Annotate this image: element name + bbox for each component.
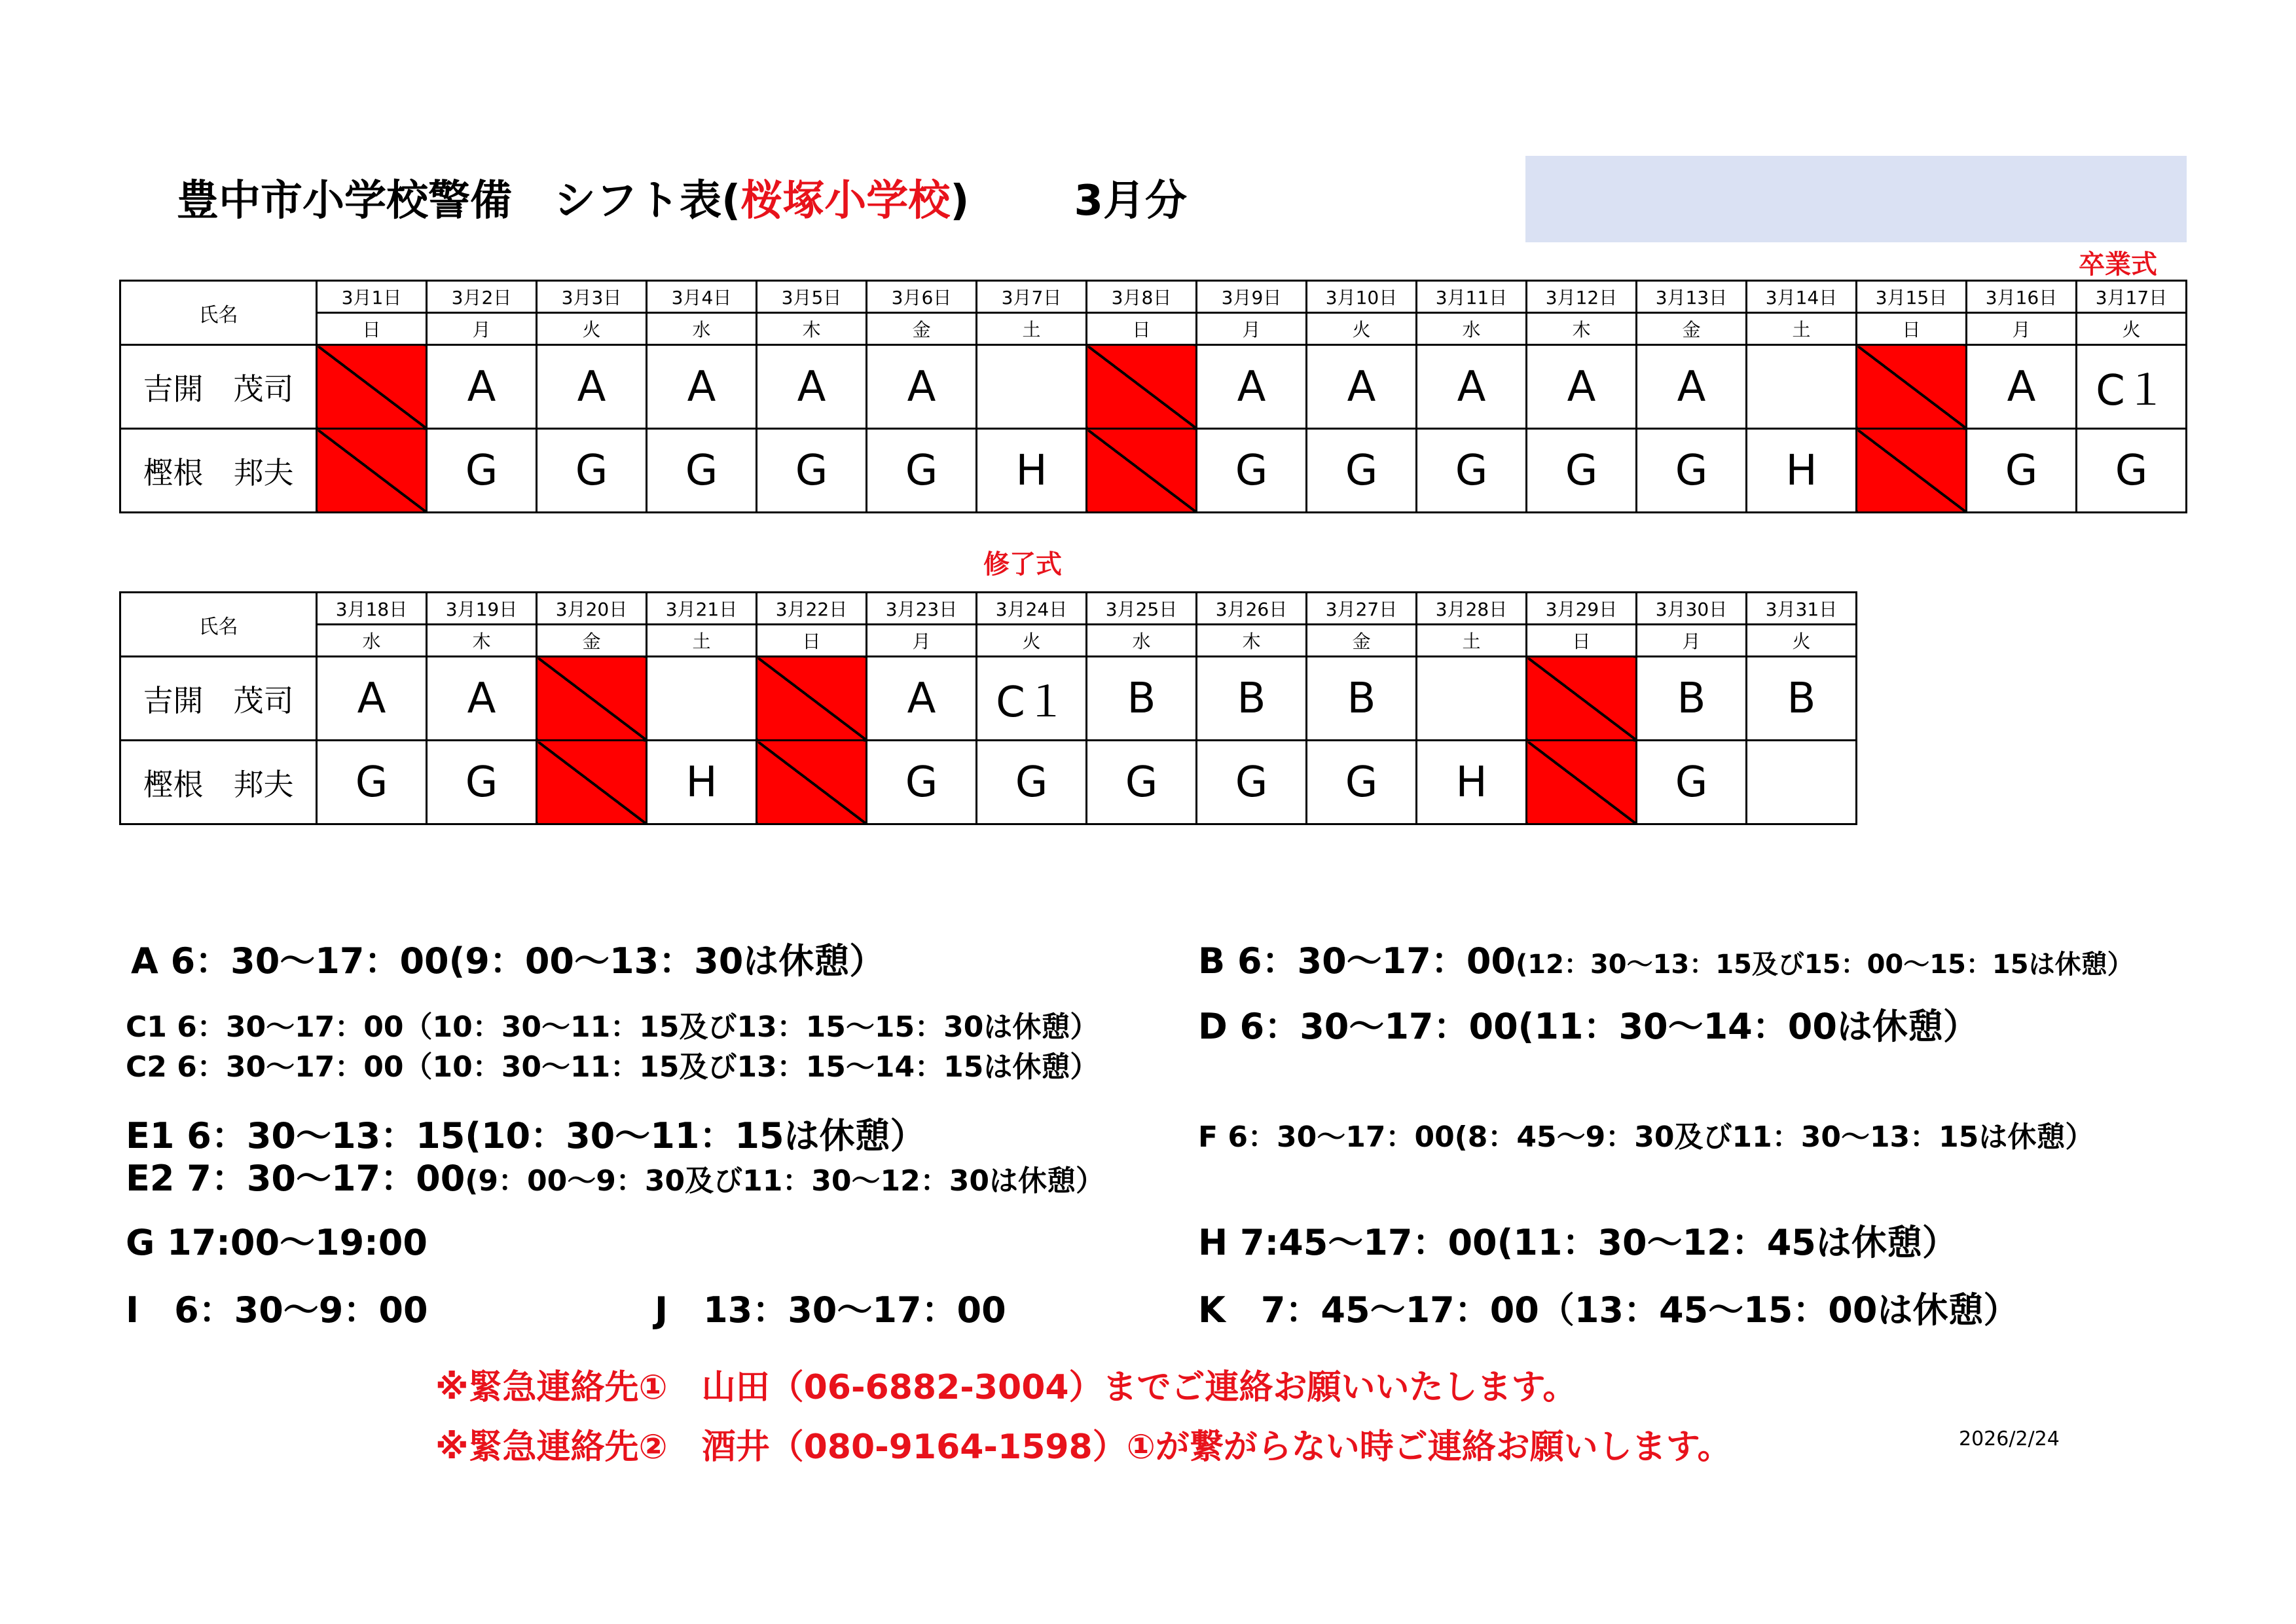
legend-e2: E2 7：30～17：00(9：00～9：30及び11：30～12：30は休憩）: [126, 1158, 1105, 1199]
weekday-cell: 月: [1967, 313, 2077, 345]
weekday-cell: 月: [867, 625, 977, 657]
staff-row: [120, 741, 1857, 824]
legend-c1: C1 6：30～17：00（10：30～11：15及び13：15～15：30は休憩）: [126, 1010, 1099, 1044]
date-cell: 3月4日: [647, 281, 757, 313]
date-cell: 3月19日: [427, 593, 537, 625]
staff-row: [120, 657, 1857, 741]
shift-cell: H: [1417, 741, 1527, 824]
shift-cell: G: [2077, 429, 2187, 513]
school-name: 桜塚小学校: [740, 177, 951, 225]
date-cell: 3月26日: [1197, 593, 1307, 625]
shift-cell: G: [1197, 429, 1307, 513]
shift-cell: G: [647, 429, 757, 513]
weekday-cell: 日: [1857, 313, 1967, 345]
shift-cell: [1747, 345, 1857, 429]
emergency-contact-2: ※緊急連絡先② 酒井（080-9164-1598）①が繋がらない時ご連絡お願いします。: [435, 1428, 1732, 1467]
weekday-cell: 火: [977, 625, 1087, 657]
date-cell: 3月3日: [537, 281, 647, 313]
weekday-cell: 水: [317, 625, 427, 657]
day-off-cell: [1087, 345, 1197, 429]
name-header: 氏名: [120, 593, 317, 657]
weekday-cell: 火: [1747, 625, 1857, 657]
weekday-cell: 日: [317, 313, 427, 345]
weekday-cell: 火: [1307, 313, 1417, 345]
shift-cell: B: [1747, 657, 1857, 741]
date-cell: 3月2日: [427, 281, 537, 313]
legend-a: A 6：30～17：00(9：00～13：30は休憩）: [131, 940, 885, 982]
shift-cell: G: [1307, 741, 1417, 824]
staff-name: 樫根 邦夫: [120, 741, 317, 824]
shift-cell: G: [1527, 429, 1637, 513]
legend-f: F 6：30～17：00(8：45～9：30及び11：30～13：15は休憩）: [1198, 1120, 2094, 1154]
weekday-cell: 火: [537, 313, 647, 345]
day-off-cell: [757, 657, 867, 741]
weekday-cell: 月: [1637, 625, 1747, 657]
date-cell: 3月22日: [757, 593, 867, 625]
staff-row: [120, 345, 2187, 429]
date-cell: 3月10日: [1307, 281, 1417, 313]
legend-j: J 13：30～17：00: [655, 1289, 1006, 1331]
shift-cell: G: [537, 429, 647, 513]
date-cell: 3月12日: [1527, 281, 1637, 313]
date-cell: 3月7日: [977, 281, 1087, 313]
staff-name: 吉開 茂司: [120, 345, 317, 429]
shift-table-first-half: [119, 280, 2187, 513]
shift-cell: A: [1637, 345, 1747, 429]
legend-i: I 6：30～9：00: [126, 1289, 428, 1331]
shift-cell: G: [427, 741, 537, 824]
shift-cell: G: [1637, 741, 1747, 824]
name-header: 氏名: [120, 281, 317, 345]
shift-cell: G: [867, 741, 977, 824]
date-cell: 3月21日: [647, 593, 757, 625]
shift-cell: G: [1307, 429, 1417, 513]
date-cell: 3月9日: [1197, 281, 1307, 313]
day-off-cell: [537, 741, 647, 824]
graduation-label: 卒業式: [2079, 249, 2157, 280]
weekday-cell: 月: [1197, 313, 1307, 345]
shift-cell: A: [537, 345, 647, 429]
legend-k: K 7：45～17：00（13：45～15：00は休憩）: [1198, 1289, 2019, 1331]
day-off-cell: [317, 345, 427, 429]
date-cell: 3月28日: [1417, 593, 1527, 625]
shift-cell: [1747, 741, 1857, 824]
weekday-cell: 金: [867, 313, 977, 345]
day-off-cell: [1857, 345, 1967, 429]
weekday-cell: 木: [757, 313, 867, 345]
weekday-cell: 土: [1747, 313, 1857, 345]
weekday-cell: 日: [757, 625, 867, 657]
weekday-cell: 土: [977, 313, 1087, 345]
shift-cell: A: [867, 657, 977, 741]
shift-cell: G: [1967, 429, 2077, 513]
date-cell: 3月18日: [317, 593, 427, 625]
shift-cell: [647, 657, 757, 741]
legend-e1: E1 6：30～13：15(10：30～11：15は休憩）: [126, 1115, 926, 1156]
day-off-cell: [757, 741, 867, 824]
shift-cell: H: [1747, 429, 1857, 513]
date-cell: 3月8日: [1087, 281, 1197, 313]
issue-date: 2026/2/24: [1959, 1428, 2060, 1450]
weekday-cell: 木: [427, 625, 537, 657]
weekday-cell: 金: [1307, 625, 1417, 657]
weekday-cell: 木: [1197, 625, 1307, 657]
staff-name: 樫根 邦夫: [120, 429, 317, 513]
date-cell: 3月31日: [1747, 593, 1857, 625]
date-cell: 3月27日: [1307, 593, 1417, 625]
completion-label: 修了式: [983, 549, 1062, 580]
shift-cell: B: [1307, 657, 1417, 741]
shift-cell: G: [1417, 429, 1527, 513]
month-label: 3月分: [1074, 177, 1188, 225]
staff-name: 吉開 茂司: [120, 657, 317, 741]
weekday-cell: 木: [1527, 313, 1637, 345]
staff-row: [120, 429, 2187, 513]
shift-cell: [977, 345, 1087, 429]
weekday-cell: 火: [2077, 313, 2187, 345]
date-cell: 3月20日: [537, 593, 647, 625]
shift-cell: G: [757, 429, 867, 513]
day-off-cell: [537, 657, 647, 741]
date-cell: 3月11日: [1417, 281, 1527, 313]
date-cell: 3月6日: [867, 281, 977, 313]
shift-cell: A: [427, 657, 537, 741]
shift-cell: A: [1197, 345, 1307, 429]
date-cell: 3月14日: [1747, 281, 1857, 313]
shift-cell: G: [977, 741, 1087, 824]
shift-cell: A: [427, 345, 537, 429]
shift-cell: A: [1307, 345, 1417, 429]
shift-cell: G: [1087, 741, 1197, 824]
date-cell: 3月29日: [1527, 593, 1637, 625]
weekday-cell: 水: [1417, 313, 1527, 345]
legend-h: H 7:45～17：00(11：30～12：45は休憩）: [1198, 1222, 1958, 1263]
day-off-cell: [1527, 741, 1637, 824]
shift-cell: C１: [977, 657, 1087, 741]
shift-cell: A: [1967, 345, 2077, 429]
shift-cell: A: [317, 657, 427, 741]
date-cell: 3月30日: [1637, 593, 1747, 625]
weekday-cell: 金: [537, 625, 647, 657]
shift-cell: G: [1637, 429, 1747, 513]
day-off-cell: [1857, 429, 1967, 513]
shift-cell: H: [977, 429, 1087, 513]
day-off-cell: [317, 429, 427, 513]
shift-table-second-half: [119, 591, 1857, 825]
blank-box: [1525, 156, 2187, 242]
date-cell: 3月23日: [867, 593, 977, 625]
day-off-cell: [1527, 657, 1637, 741]
shift-cell: G: [317, 741, 427, 824]
legend-c2: C2 6：30～17：00（10：30～11：15及び13：15～14：15は休憩）: [126, 1050, 1099, 1084]
shift-cell: G: [427, 429, 537, 513]
weekday-cell: 月: [427, 313, 537, 345]
date-cell: 3月1日: [317, 281, 427, 313]
shift-cell: A: [1417, 345, 1527, 429]
weekday-cell: 土: [1417, 625, 1527, 657]
shift-cell: [1417, 657, 1527, 741]
weekday-cell: 水: [1087, 625, 1197, 657]
shift-cell: C１: [2077, 345, 2187, 429]
emergency-contact-1: ※緊急連絡先① 山田（06-6882-3004）までご連絡お願いいたします。: [435, 1368, 1577, 1407]
shift-cell: A: [1527, 345, 1637, 429]
weekday-cell: 土: [647, 625, 757, 657]
legend-b: B 6：30～17：00(12：30～13：15及び15：00～15：15は休憩）: [1198, 940, 2134, 982]
shift-cell: B: [1087, 657, 1197, 741]
shift-cell: H: [647, 741, 757, 824]
shift-cell: A: [647, 345, 757, 429]
weekday-cell: 金: [1637, 313, 1747, 345]
page-title: 豊中市小学校警備 シフト表(桜塚小学校) 3月分: [177, 177, 1188, 225]
date-cell: 3月13日: [1637, 281, 1747, 313]
date-cell: 3月24日: [977, 593, 1087, 625]
weekday-cell: 日: [1087, 313, 1197, 345]
date-cell: 3月16日: [1967, 281, 2077, 313]
weekday-cell: 日: [1527, 625, 1637, 657]
shift-cell: G: [1197, 741, 1307, 824]
shift-cell: B: [1197, 657, 1307, 741]
legend-d: D 6：30～17：00(11：30～14：00は休憩）: [1198, 1006, 1978, 1047]
shift-cell: B: [1637, 657, 1747, 741]
date-cell: 3月5日: [757, 281, 867, 313]
date-cell: 3月17日: [2077, 281, 2187, 313]
weekday-cell: 水: [647, 313, 757, 345]
shift-cell: A: [867, 345, 977, 429]
shift-cell: A: [757, 345, 867, 429]
legend-g: G 17:00～19:00: [126, 1222, 428, 1263]
date-cell: 3月25日: [1087, 593, 1197, 625]
date-cell: 3月15日: [1857, 281, 1967, 313]
day-off-cell: [1087, 429, 1197, 513]
shift-cell: G: [867, 429, 977, 513]
